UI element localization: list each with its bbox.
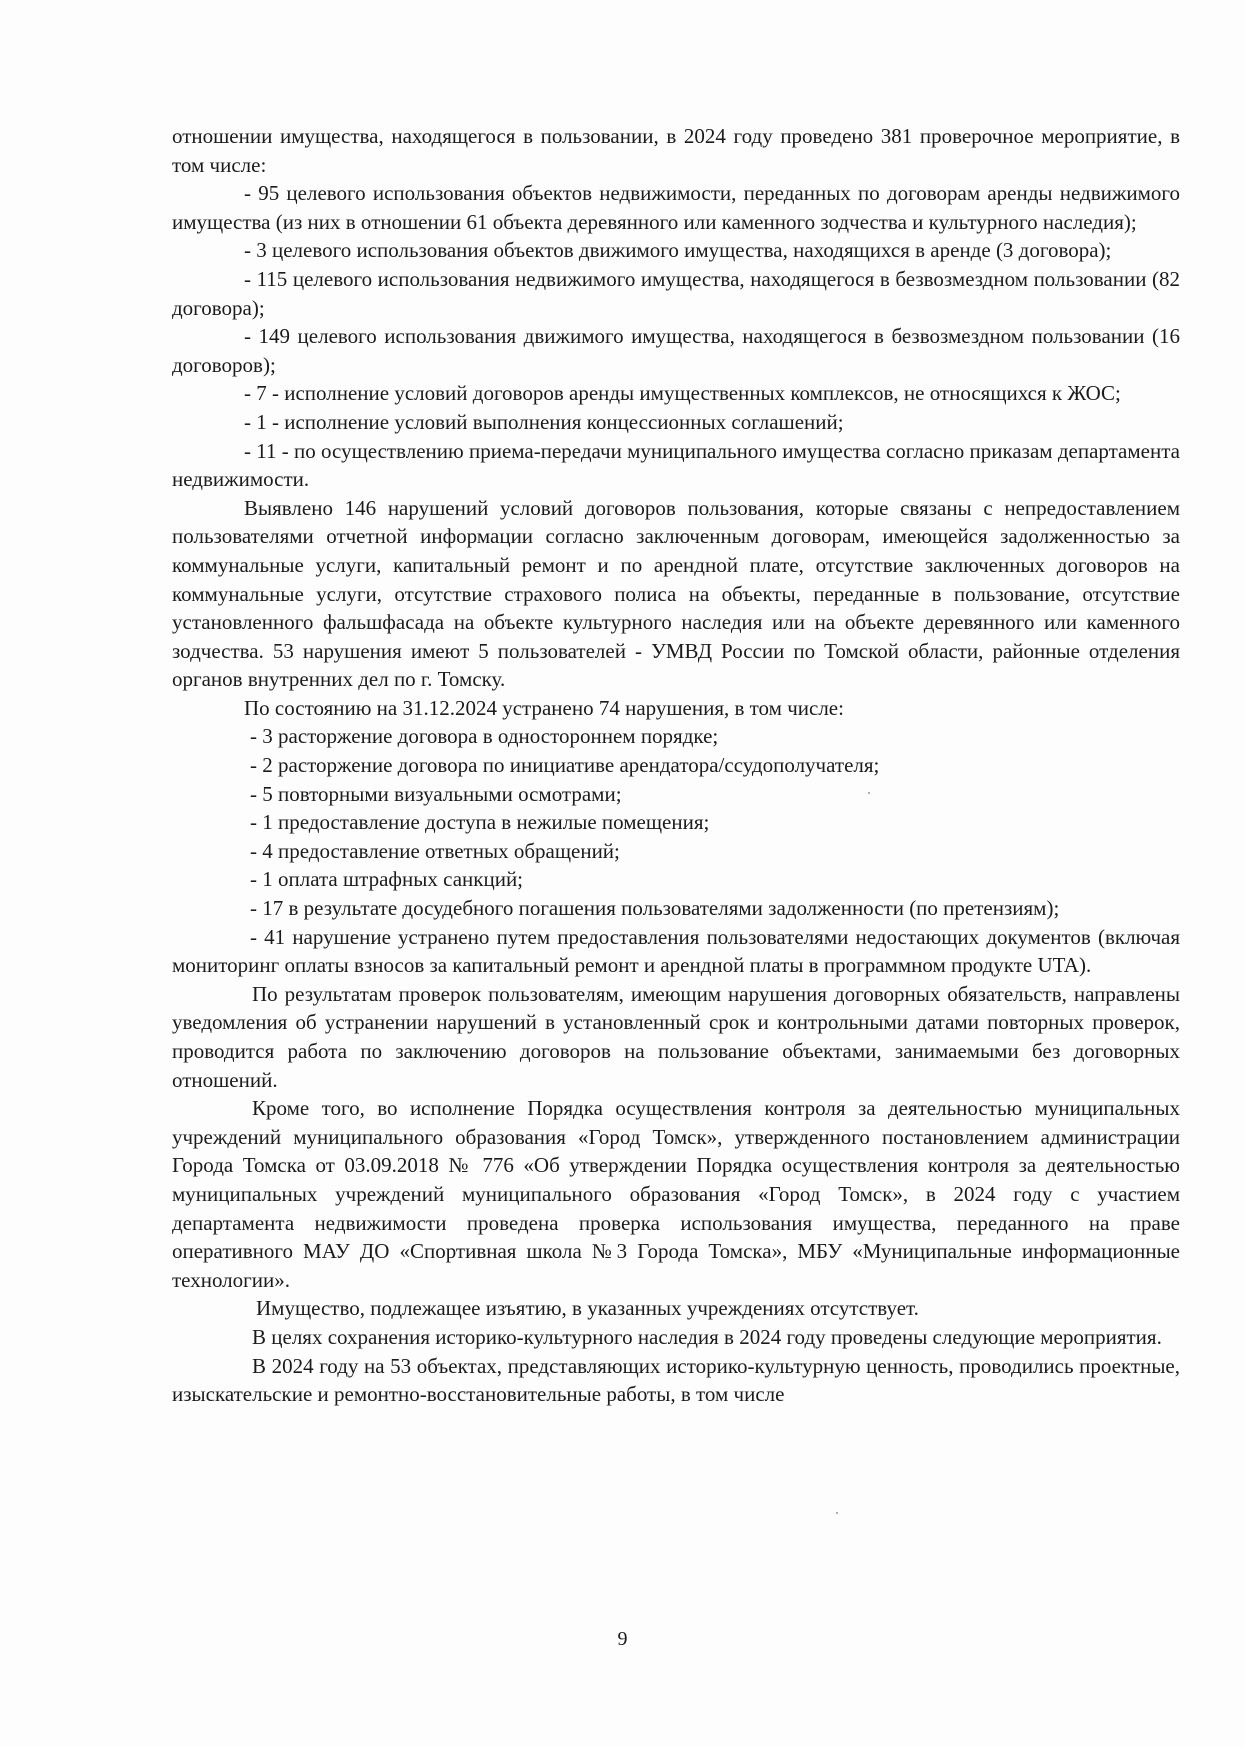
fixed-item-access: - 1 предоставление доступа в нежилые помещения;	[250, 810, 710, 835]
fixed-item-inspections: - 5 повторными визуальными осмотрами;	[250, 781, 622, 806]
fixed-item-debt: - 17 в результате досудебного погашения пользователями задолженности (по претензиям);	[250, 896, 1060, 921]
list-item-95: - 95 целевого использования объектов недвижимости, переданных по договорам аренды недвижимого имущества (из них в отношении 61 объекта деревянного или каменного зодчества и культурного наследия);	[172, 181, 1180, 234]
scan-artifact-dot	[836, 1512, 838, 1514]
list-item-11: - 11 - по осуществлению приема-передачи муниципального имущества согласно приказам департамента недвижимости.	[172, 438, 1180, 492]
list-item-7: - 7 - исполнение условий договоров аренды имущественных комплексов, не относящихся к ЖОС;	[244, 381, 1121, 406]
fixed-item-responses: - 4 предоставление ответных обращений;	[250, 838, 620, 863]
fixed-item-documents: - 41 нарушение устранено путем предоставления пользователями недостающих документов (включая мониторинг оплаты взносов за капитальный ремонт и арендной платы в программном продукте UTA).	[172, 924, 1180, 978]
page-number: 9	[617, 1628, 628, 1650]
paragraph-heritage-objects: В 2024 году на 53 объектах, представляющих историко-культурную ценность, проводились проектные, изыскательские и ремонтно-восстановительные работы, в том числе	[172, 1353, 1180, 1407]
paragraph-heritage: В целях сохранения историко-культурного наследия в 2024 году проведены следующие мероприятия.	[252, 1324, 1162, 1349]
fixed-item-termination-tenant: - 2 расторжение договора по инициативе арендатора/ссудополучателя;	[250, 753, 880, 778]
paragraph-violations: Выявлено 146 нарушений условий договоров пользования, которые связаны с непредоставлением пользователями отчетной информации согласно заключенным договорам, имеющейся задолженностью за коммунальные услуги, капитальный ремонт и по арендной плате, отсутствие заключенных договоров на коммунальные услуги, отсутствие страхового полиса на объекты, переданные в пользование, отсутствие установленного фальшфасада на объекте культурного наследия или на объекте деревянного или каменного зодчества. 53 нарушения имеют 5 пользователей - УМВД России по Томской области, районные отделения органов внутренних дел по г. Томску.	[172, 495, 1180, 692]
list-item-115: - 115 целевого использования недвижимого имущества, находящегося в безвозмездном пользовании (82 договора);	[172, 266, 1180, 320]
fixed-item-termination-unilateral: - 3 расторжение договора в одностороннем порядке;	[250, 724, 719, 749]
list-item-149: - 149 целевого использования движимого имущества, находящегося в безвозмездном пользовании (16 договоров);	[172, 324, 1180, 377]
paragraph-control-order: Кроме того, во исполнение Порядка осуществления контроля за деятельностью муниципальных учреждений муниципального образования «Город Томск», утвержденного постановлением администрации Города Томска от 03.09.2018 № 776 «Об утверждении Порядка осуществления контроля за деятельностью муниципальных учреждений муниципального образования «Город Томск», в 2024 году с участием департамента недвижимости проведена проверка использования имущества, переданного на праве оперативного МАУ ДО «Спортивная школа №3 Города Томска», МБУ «Муниципальные информационные технологии».	[172, 1096, 1180, 1292]
fixed-item-fines: - 1 оплата штрафных санкций;	[250, 867, 524, 892]
paragraph-no-seizure: Имущество, подлежащее изъятию, в указанных учреждениях отсутствует.	[256, 1296, 919, 1321]
paragraph-status: По состоянию на 31.12.2024 устранено 74 нарушения, в том числе:	[244, 695, 844, 720]
list-item-1-concession: - 1 - исполнение условий выполнения концессионных соглашений;	[244, 409, 844, 434]
list-item-3: - 3 целевого использования объектов движимого имущества, находящихся в аренде (3 договора);	[244, 238, 1112, 263]
document-body	[172, 122, 1180, 1409]
paragraph-notifications: По результатам проверок пользователям, имеющим нарушения договорных обязательств, направлены уведомления об устранении нарушений в установленный срок и контрольными датами повторных проверок, проводится работа по заключению договоров на пользование объектами, занимаемыми без договорных отношений.	[172, 981, 1180, 1092]
scan-artifact-dot	[868, 792, 870, 794]
paragraph-intro: отношении имущества, находящегося в пользовании, в 2024 году проведено 381 проверочное мероприятие, в том числе:	[172, 124, 1180, 177]
